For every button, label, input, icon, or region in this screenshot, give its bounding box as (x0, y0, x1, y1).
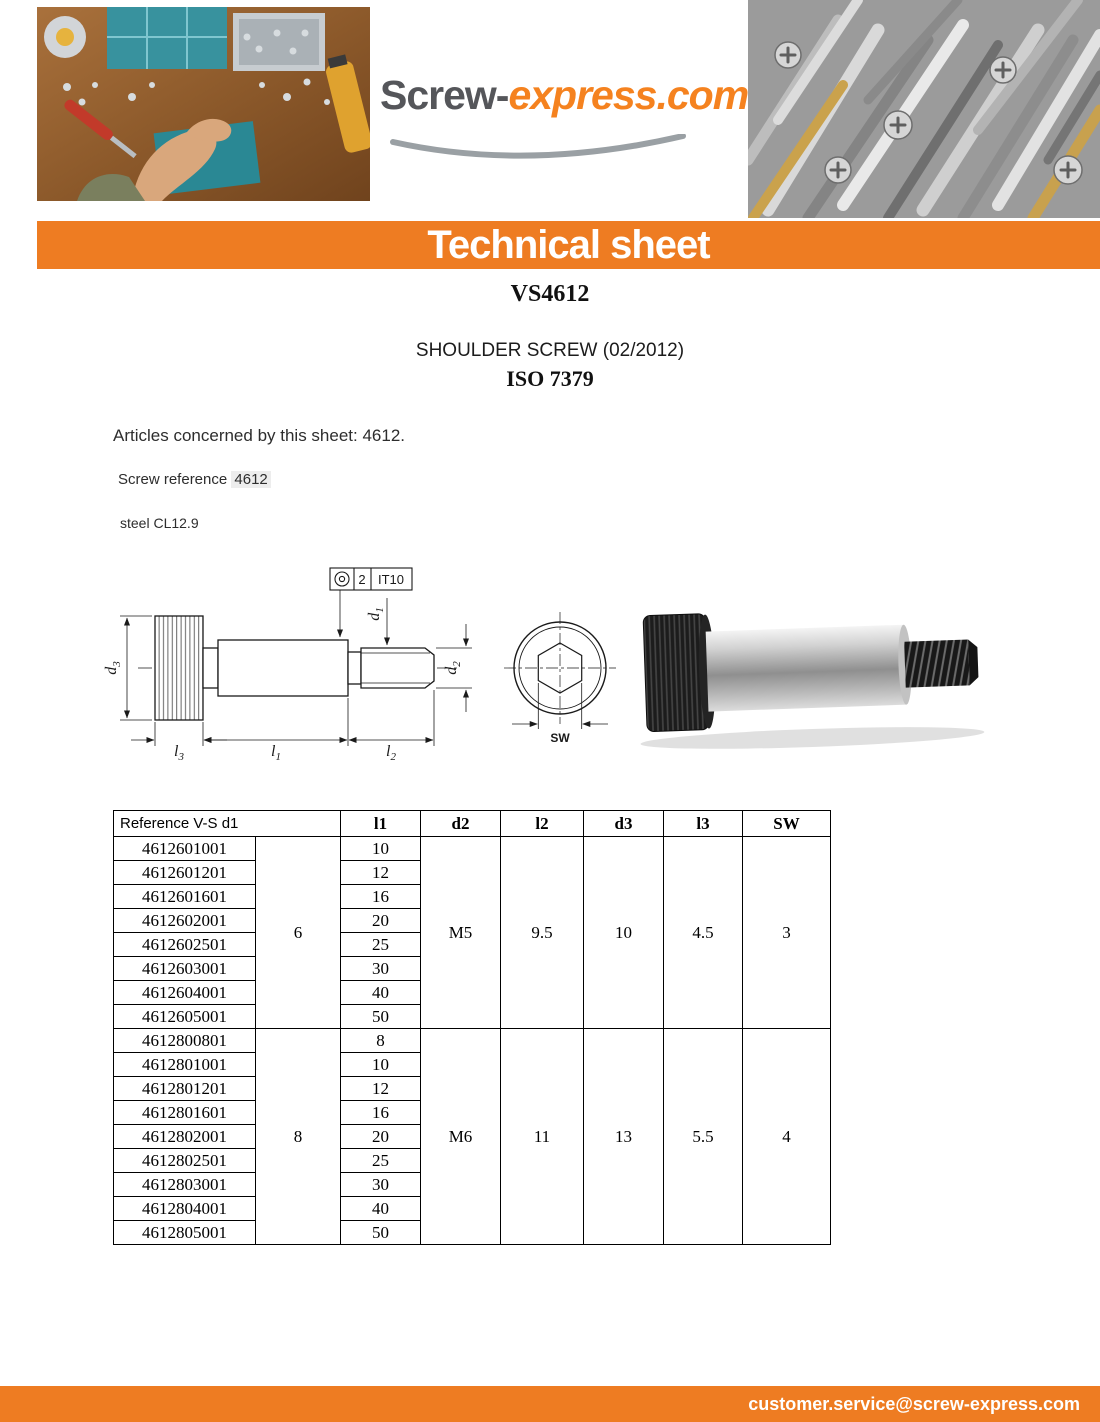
screw-reference-value: 4612 (231, 471, 270, 488)
technical-sheet-banner (37, 221, 1100, 269)
table-cell: 50 (341, 1221, 421, 1245)
dim-d2-label: $d_2$ (443, 661, 463, 675)
table-cell: 10 (341, 1053, 421, 1077)
logo-swoosh (388, 134, 688, 164)
l3-merged-cell: 5.5 (664, 1029, 743, 1245)
table-cell: 8 (341, 1029, 421, 1053)
table-cell: 4612605001 (114, 1005, 256, 1029)
table-cell: 30 (341, 957, 421, 981)
spec-table (113, 810, 831, 1245)
l2-merged-cell: 9.5 (501, 837, 584, 1029)
table-cell: 20 (341, 909, 421, 933)
banner-title: Technical sheet (427, 223, 710, 267)
document-subtitle: SHOULDER SCREW (02/2012) (415, 340, 685, 361)
table-cell: 4612801201 (114, 1077, 256, 1101)
d3-merged-cell: 10 (584, 837, 664, 1029)
dim-l2-label: $l_2$ (386, 743, 396, 763)
column-header: d3 (584, 811, 664, 837)
table-cell: 20 (341, 1125, 421, 1149)
l3-merged-cell: 4.5 (664, 837, 743, 1029)
contact-email: customer.service@screw-express.com (748, 1394, 1080, 1414)
spec-table-head-row (114, 811, 831, 837)
dim-d3-label: $d_3$ (103, 661, 123, 675)
table-cell: 12 (341, 861, 421, 885)
table-cell: 4612601201 (114, 861, 256, 885)
dim-l1-label: $l_1$ (271, 743, 281, 763)
tolerance-value: 2 (358, 572, 366, 587)
table-cell: 4612601601 (114, 885, 256, 909)
table-cell: 40 (341, 981, 421, 1005)
material-line: steel CL12.9 (120, 515, 199, 531)
table-cell: 4612800801 (114, 1029, 256, 1053)
column-header: l1 (341, 811, 421, 837)
workbench-photo (37, 7, 370, 201)
logo-text-express: express.com (508, 72, 749, 118)
logo-text-screw: Screw- (380, 72, 509, 118)
screws-photo-graphic (748, 0, 1100, 218)
tolerance-grade: IT10 (377, 572, 405, 587)
l2-merged-cell: 11 (501, 1029, 584, 1245)
table-cell: 40 (341, 1197, 421, 1221)
d1-merged-cell: 8 (256, 1029, 341, 1245)
side-view (138, 616, 458, 720)
footer-bar (0, 1386, 1100, 1422)
document-code: VS4612 (510, 281, 590, 307)
sw-merged-cell: 3 (743, 837, 831, 1029)
screw-reference-line (118, 471, 271, 488)
logo (380, 72, 749, 172)
screw-reference-label: Screw reference (118, 471, 228, 488)
column-header: d2 (421, 811, 501, 837)
table-cell: 4612802001 (114, 1125, 256, 1149)
table-cell: 4612805001 (114, 1221, 256, 1245)
table-cell: 25 (341, 1149, 421, 1173)
table-row (114, 837, 831, 861)
screws-photo (748, 0, 1100, 218)
reference-column-header: Reference V-S d1 (114, 811, 341, 837)
column-header: l2 (501, 811, 584, 837)
d1-merged-cell: 6 (256, 837, 341, 1029)
table-cell: 4612602501 (114, 933, 256, 957)
table-cell: 16 (341, 1101, 421, 1125)
table-cell: 4612601001 (114, 837, 256, 861)
table-cell: 25 (341, 933, 421, 957)
d2-merged-cell: M6 (421, 1029, 501, 1245)
table-cell: 4612802501 (114, 1149, 256, 1173)
dim-d1-label: $d_1$ (366, 607, 386, 621)
end-view (504, 612, 616, 729)
table-cell: 12 (341, 1077, 421, 1101)
d3-merged-cell: 13 (584, 1029, 664, 1245)
table-cell: 4612804001 (114, 1197, 256, 1221)
column-header: l3 (664, 811, 743, 837)
spec-table-body (114, 837, 831, 1245)
table-cell: 50 (341, 1005, 421, 1029)
table-cell: 4612602001 (114, 909, 256, 933)
table-cell: 4612801601 (114, 1101, 256, 1125)
iso-standard: ISO 7379 (506, 366, 594, 391)
workbench-photo-graphic (37, 7, 370, 201)
articles-line: Articles concerned by this sheet: 4612. (113, 426, 405, 445)
table-cell: 4612803001 (114, 1173, 256, 1197)
table-cell: 10 (341, 837, 421, 861)
table-row (114, 1029, 831, 1053)
product-photo (636, 604, 985, 753)
table-cell: 30 (341, 1173, 421, 1197)
dim-sw-label: SW (550, 731, 570, 745)
d2-merged-cell: M5 (421, 837, 501, 1029)
technical-drawing (0, 552, 1100, 787)
table-cell: 4612604001 (114, 981, 256, 1005)
table-cell: 16 (341, 885, 421, 909)
column-header: SW (743, 811, 831, 837)
table-cell: 4612801001 (114, 1053, 256, 1077)
sw-merged-cell: 4 (743, 1029, 831, 1245)
table-cell: 4612603001 (114, 957, 256, 981)
dim-l3-label: $l_3$ (174, 743, 184, 763)
